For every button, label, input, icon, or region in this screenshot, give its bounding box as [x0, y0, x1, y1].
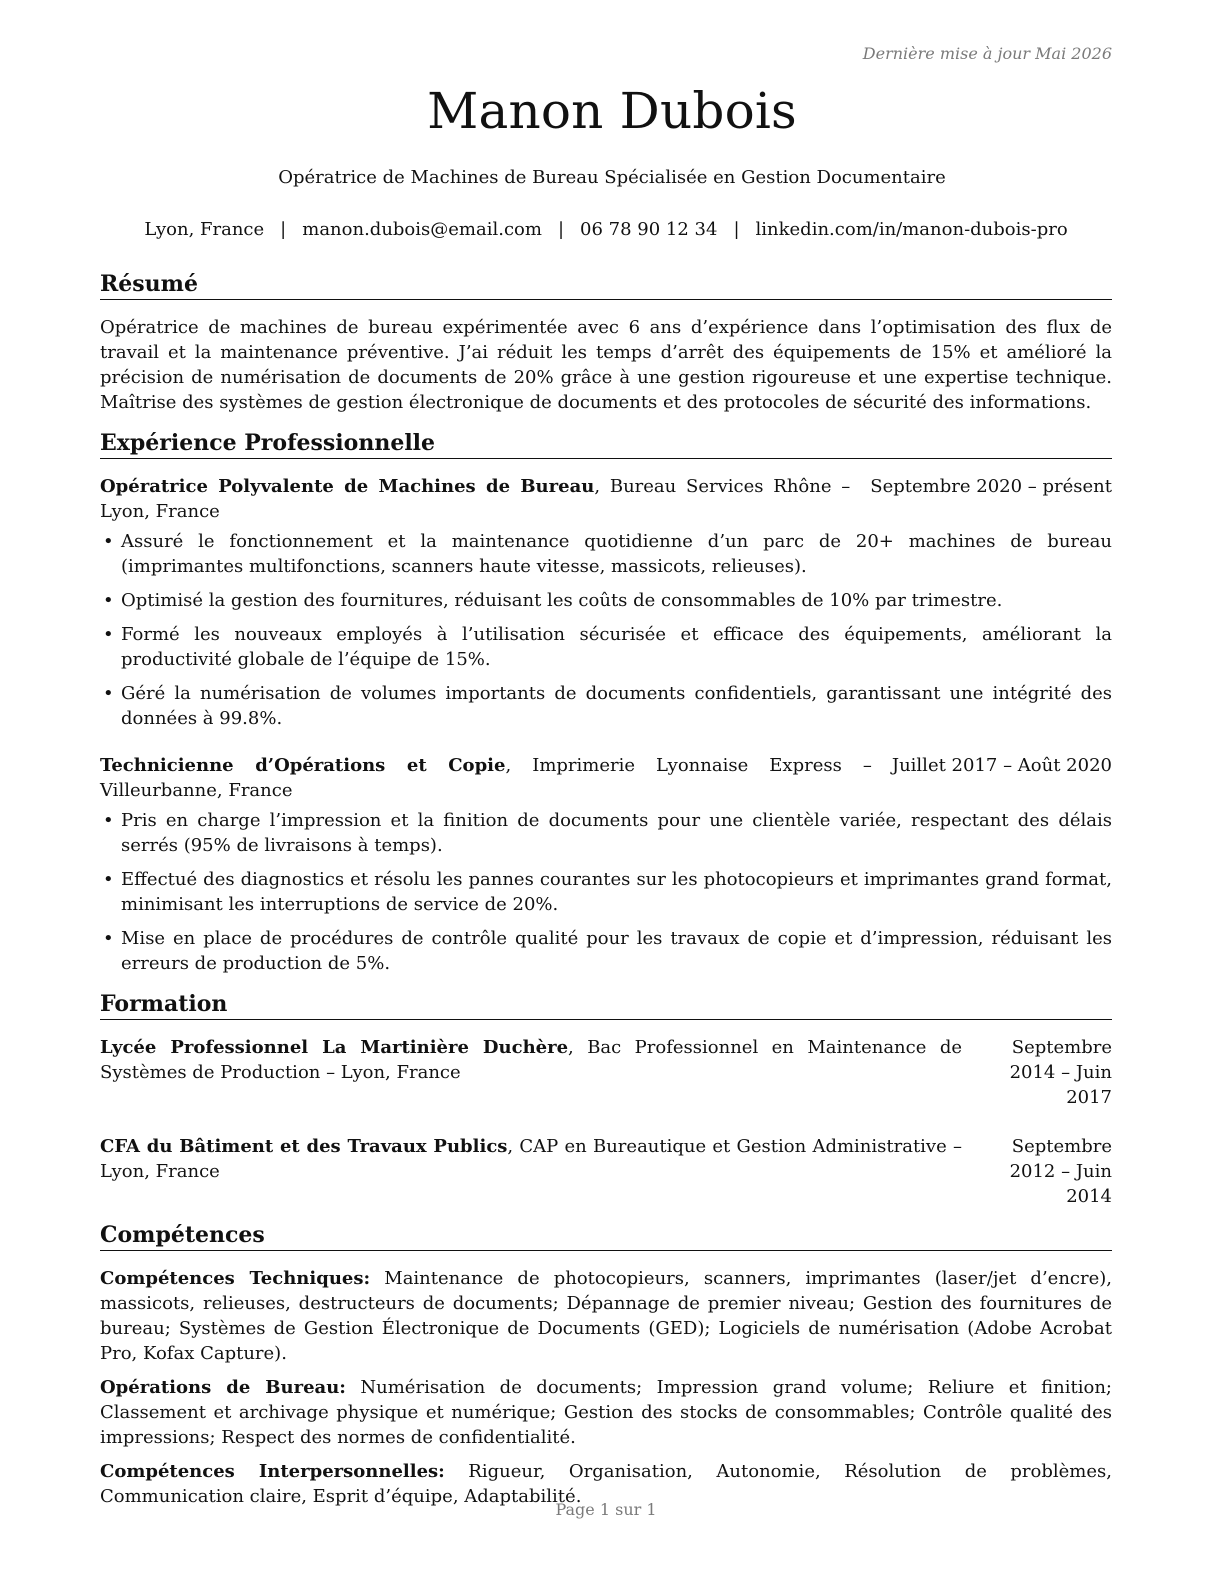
contact-location: Lyon, France [144, 219, 265, 240]
job-org: , Bureau Services Rhône – Lyon, France [100, 476, 851, 522]
skill-text: Rigueur, Organisation, Autonomie, Résolution de problèmes, Communication claire, Esprit d’équipe, Adaptabilité. [100, 1461, 1112, 1507]
job-bullet: • Mise en place de procédures de contrôle qualité pour les travaux de copie et d’impression, réduisant les erreurs de production de 5%. [100, 926, 1112, 976]
experience-section [100, 429, 1112, 976]
job-bullets [100, 529, 1112, 731]
candidate-name: Manon Dubois [427, 82, 797, 140]
education-detail: , CAP en Bureautique et Gestion Administrative – Lyon, France [100, 1136, 962, 1182]
contact-email[interactable]: manon.dubois@email.com [302, 219, 542, 240]
contact-phone[interactable]: 06 78 90 12 34 [580, 219, 718, 240]
last-updated: Dernière mise à jour Mai 2026 [862, 44, 1112, 63]
job-heading [100, 474, 850, 524]
job-header [100, 753, 1112, 803]
summary-text: Opératrice de machines de bureau expérimentée avec 6 ans d’expérience dans l’optimisation des flux de travail et la maintenance préventive. J’ai réduit les temps d’arrêt des équipements de 15% et amélioré la précision de numérisation de documents de 20% grâce à une gestion rigoureuse et une expertise technique. Maîtrise des systèmes de gestion électronique de documents et des protocoles de sécurité des informations. [100, 317, 1112, 413]
contact-separator: | [733, 219, 740, 240]
education-heading [100, 1134, 962, 1209]
skill-text: Maintenance de photocopieurs, scanners, imprimantes (laser/jet d’encre), massicots, relieuses, destructeurs de documents; Dépannage de premier niveau; Gestion des fournitures de bureau; Systèmes de Gestion Électronique de Documents (GED); Logiciels de numérisation (Adobe Acrobat Pro, Kofax Capture). [100, 1268, 1112, 1364]
candidate-tagline: Opératrice de Machines de Bureau Spécialisée en Gestion Documentaire [278, 167, 946, 188]
education-section [100, 990, 1112, 1209]
education-dates: Septembre 2012 – Juin 2014 [1009, 1136, 1112, 1207]
job-bullet: • Géré la numérisation de volumes importants de documents confidentiels, garantissant une intégrité des données à 99.8%. [100, 681, 1112, 731]
job-role: Opératrice Polyvalente de Machines de Bureau [100, 476, 595, 497]
job-bullet: • Pris en charge l’impression et la finition de documents pour une clientèle variée, respectant des délais serrés (95% de livraisons à temps). [100, 808, 1112, 858]
contact-linkedin[interactable]: linkedin.com/in/manon-dubois-pro [755, 219, 1068, 240]
job-bullet: • Assuré le fonctionnement et la maintenance quotidienne d’un parc de 20+ machines de bureau (imprimantes multifonctions, scanners haute vitesse, massicots, relieuses). [100, 529, 1112, 579]
job-bullet: • Effectué des diagnostics et résolu les pannes courantes sur les photocopieurs et imprimantes grand format, minimisant les interruptions de service de 20%. [100, 867, 1112, 917]
job-entry [100, 474, 1112, 731]
contact-separator: | [557, 219, 565, 240]
job-role: Technicienne d’Opérations et Copie [100, 755, 506, 776]
skill-label: Compétences Techniques: [100, 1268, 371, 1289]
skills-title: Compétences [100, 1221, 1112, 1251]
skills-section [100, 1221, 1112, 1509]
job-bullet: • Formé les nouveaux employés à l’utilisation sécurisée et efficace des équipements, améliorant la productivité globale de l’équipe de 15%. [100, 622, 1112, 672]
summary-section [100, 270, 1112, 415]
education-title: Formation [100, 990, 1112, 1020]
contact-line [0, 219, 1212, 240]
education-detail: , Bac Professionnel en Maintenance de Systèmes de Production – Lyon, France [100, 1037, 962, 1083]
job-header [100, 474, 1112, 524]
education-dates: Septembre 2014 – Juin 2017 [1009, 1037, 1112, 1108]
page-number: Page 1 sur 1 [555, 1500, 657, 1519]
resume-content [100, 270, 1112, 1518]
education-entry [100, 1035, 1112, 1110]
education-school: Lycée Professionnel La Martinière Duchère [100, 1037, 569, 1058]
skill-label: Opérations de Bureau: [100, 1377, 346, 1398]
contact-separator: | [280, 219, 287, 240]
job-dates: Septembre 2020 – présent [870, 476, 1112, 497]
job-heading [100, 753, 872, 803]
skill-text: Numérisation de documents; Impression grand volume; Reliure et finition; Classement et archivage physique et numérique; Gestion des stocks de consommables; Contrôle qualité des impressions; Respect des normes de confidentialité. [100, 1377, 1112, 1448]
education-entry [100, 1134, 1112, 1209]
summary-title: Résumé [100, 270, 1112, 300]
job-bullet: • Optimisé la gestion des fournitures, réduisant les coûts de consommables de 10% par trimestre. [100, 588, 1112, 613]
skill-label: Compétences Interpersonnelles: [100, 1461, 445, 1482]
job-entry [100, 753, 1112, 976]
education-school: CFA du Bâtiment et des Travaux Publics [100, 1136, 508, 1157]
job-bullets [100, 808, 1112, 976]
skill-group [100, 1266, 1112, 1366]
experience-title: Expérience Professionnelle [100, 429, 1112, 459]
job-dates: Juillet 2017 – Août 2020 [891, 755, 1112, 776]
job-org: , Imprimerie Lyonnaise Express – Villeurbanne, France [100, 755, 872, 801]
skill-group [100, 1375, 1112, 1450]
education-heading [100, 1035, 962, 1110]
